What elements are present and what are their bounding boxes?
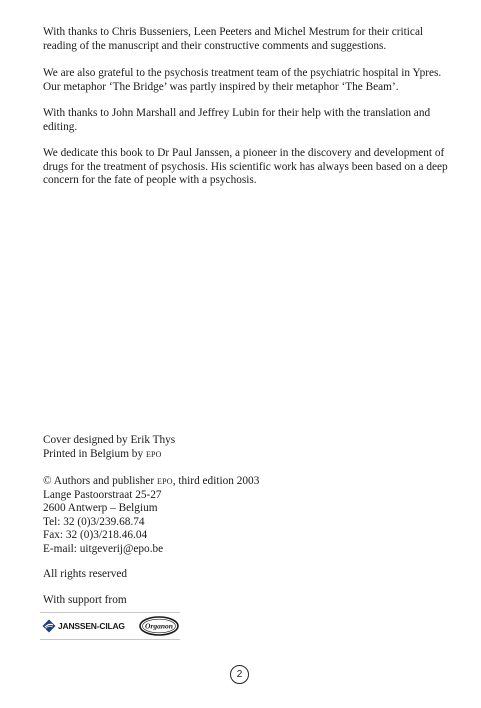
- publisher-info: [43, 475, 443, 556]
- text-line: editing.: [43, 120, 78, 133]
- printed-prefix: Printed in Belgium by: [43, 447, 146, 460]
- janssen-cilag-wordmark: JANSSEN-CILAG: [58, 621, 125, 631]
- copyright-suffix: , third edition 2003: [172, 475, 260, 487]
- dedication-paragraph: [43, 147, 448, 188]
- text-line: concern for the fate of people with a psychosis.: [43, 174, 257, 186]
- address-street: Lange Pastoorstraat 25-27: [43, 488, 162, 501]
- organon-logo: [139, 616, 179, 636]
- cover-credit: Cover designed by Erik Thys: [43, 434, 176, 446]
- text-line: We are also grateful to the psychosis treatment team of the psychiatric hospital in Ypres.: [43, 67, 442, 79]
- janssen-cilag-logo: [42, 619, 125, 633]
- address-city: 2600 Antwerp – Belgium: [43, 502, 158, 514]
- page-number: 2: [230, 665, 249, 684]
- printed-credit: [43, 448, 443, 462]
- text-line: With thanks to Chris Busseniers, Leen Peeters and Michel Mestrum for their critical: [43, 26, 424, 38]
- rights-reserved: [43, 568, 443, 582]
- acknowledgement-paragraph-2: [43, 67, 443, 94]
- copyright-line: [43, 475, 443, 489]
- sponsor-logos: [40, 612, 180, 640]
- text-line: reading of the manuscript and their constructive comments and suggestions.: [43, 39, 387, 52]
- support-label: [43, 594, 443, 608]
- copyright-publisher: EPO: [157, 477, 173, 486]
- acknowledgement-paragraph-3: [43, 107, 443, 134]
- printed-publisher: EPO: [145, 449, 162, 459]
- support-text: With support from: [43, 594, 127, 606]
- rights-text: All rights reserved: [43, 568, 128, 580]
- fax: Fax: 32 (0)3/218.46.04: [43, 529, 148, 541]
- organon-wordmark: Organon: [145, 621, 173, 631]
- email: E-mail: uitgeverij@epo.be: [43, 542, 164, 555]
- text-line: With thanks to John Marshall and Jeffrey Lubin for their help with the translation and: [43, 107, 431, 119]
- text-line: We dedicate this book to Dr Paul Janssen, a pioneer in the discovery and development of: [43, 147, 445, 159]
- janssen-diamond-icon: [42, 619, 56, 633]
- credits-paragraph: [43, 434, 443, 461]
- text-line: Our metaphor ‘The Bridge’ was partly inspired by their metaphor ‘The Beam’.: [43, 80, 399, 93]
- acknowledgement-paragraph-1: [43, 26, 443, 53]
- text-line: drugs for the treatment of psychosis. His scientific work has always been based on a deep: [43, 160, 448, 173]
- copyright-prefix: © Authors and publisher: [43, 475, 158, 487]
- telephone: Tel: 32 (0)3/239.68.74: [43, 515, 145, 528]
